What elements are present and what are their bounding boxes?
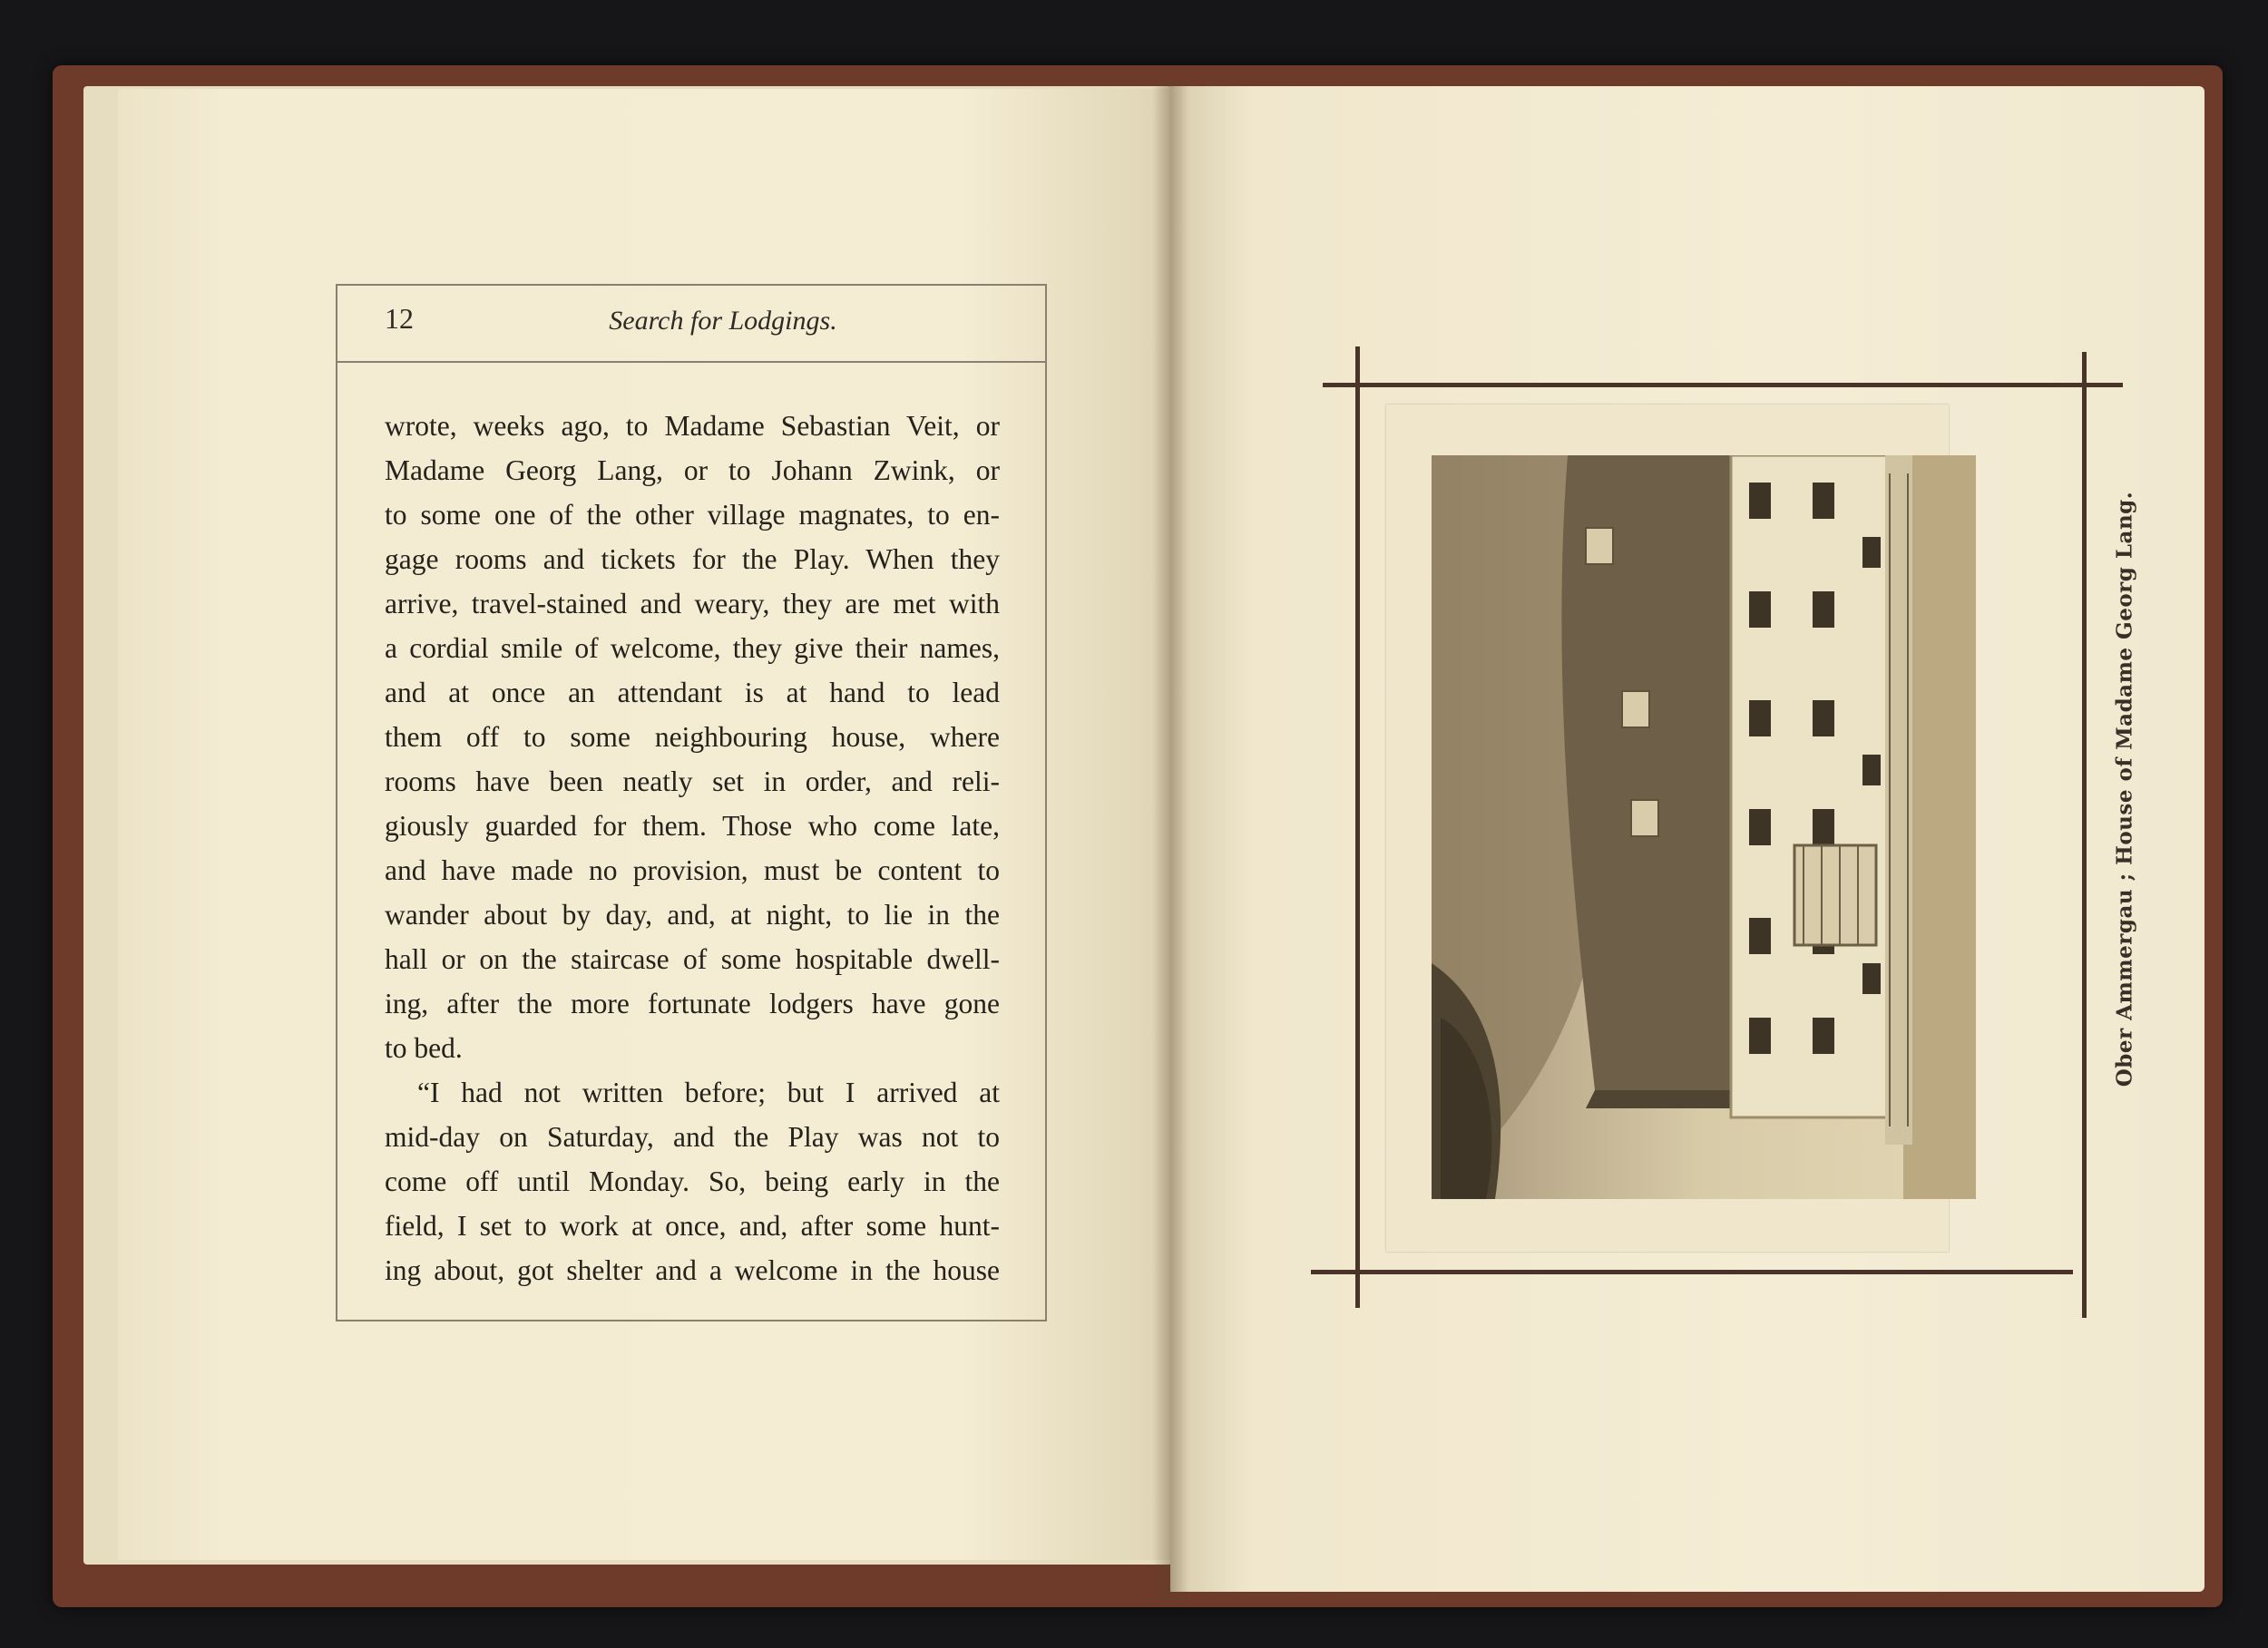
text-line: giously guarded for them. Those who come late, — [385, 810, 1000, 842]
text-line: them off to some neighbouring house, where — [385, 721, 1000, 753]
plate-rule-left — [1355, 346, 1360, 1308]
text-line: ing about, got shelter and a welcome in the house — [385, 1254, 1000, 1286]
text-line: and at once an attendant is at hand to lead — [385, 677, 1000, 708]
header-rule — [337, 361, 1045, 363]
running-head: Search for Lodgings. — [609, 306, 837, 336]
text-line: a cordial smile of welcome, they give their names, — [385, 632, 1000, 664]
text-line: ing, after the more fortunate lodgers have gone — [385, 988, 1000, 1019]
text-line: “I had not written before; but I arrived at — [417, 1077, 1000, 1108]
text-line: rooms have been neatly set in order, and reli- — [385, 765, 1000, 797]
text-line: mid-day on Saturday, and the Play was not to — [385, 1121, 1000, 1153]
text-line: Madame Georg Lang, or to Johann Zwink, or — [385, 454, 1000, 486]
body-text — [385, 404, 1000, 1292]
text-line: and have made no provision, must be content to — [385, 854, 1000, 886]
plate-rule-bottom — [1311, 1270, 2073, 1274]
text-line: wrote, weeks ago, to Madame Sebastian Veit, or — [385, 410, 1000, 442]
plate-rule-right — [2082, 352, 2087, 1318]
text-line: to some one of the other village magnates, to en- — [385, 499, 1000, 531]
text-frame — [336, 284, 1047, 1321]
text-line: field, I set to work at once, and, after some hunt- — [385, 1210, 1000, 1242]
text-line: to bed. — [385, 1032, 463, 1064]
text-line: come off until Monday. So, being early in the — [385, 1165, 1000, 1197]
photograph — [1432, 455, 1976, 1199]
text-line: gage rooms and tickets for the Play. When they — [385, 543, 1000, 575]
book-gutter — [1152, 82, 1188, 1605]
house-photo-illustration — [1432, 455, 1976, 1199]
text-line: arrive, travel-stained and weary, they are met with — [385, 588, 1000, 619]
plate-rule-top — [1323, 383, 2123, 387]
text-line: wander about by day, and, at night, to lie in the — [385, 899, 1000, 931]
text-line: hall or on the staircase of some hospitable dwell- — [385, 943, 1000, 975]
page-number: 12 — [385, 302, 414, 335]
plate-caption-text: Ober Ammergau ; House of Madame Georg Lang. — [2112, 491, 2137, 1087]
